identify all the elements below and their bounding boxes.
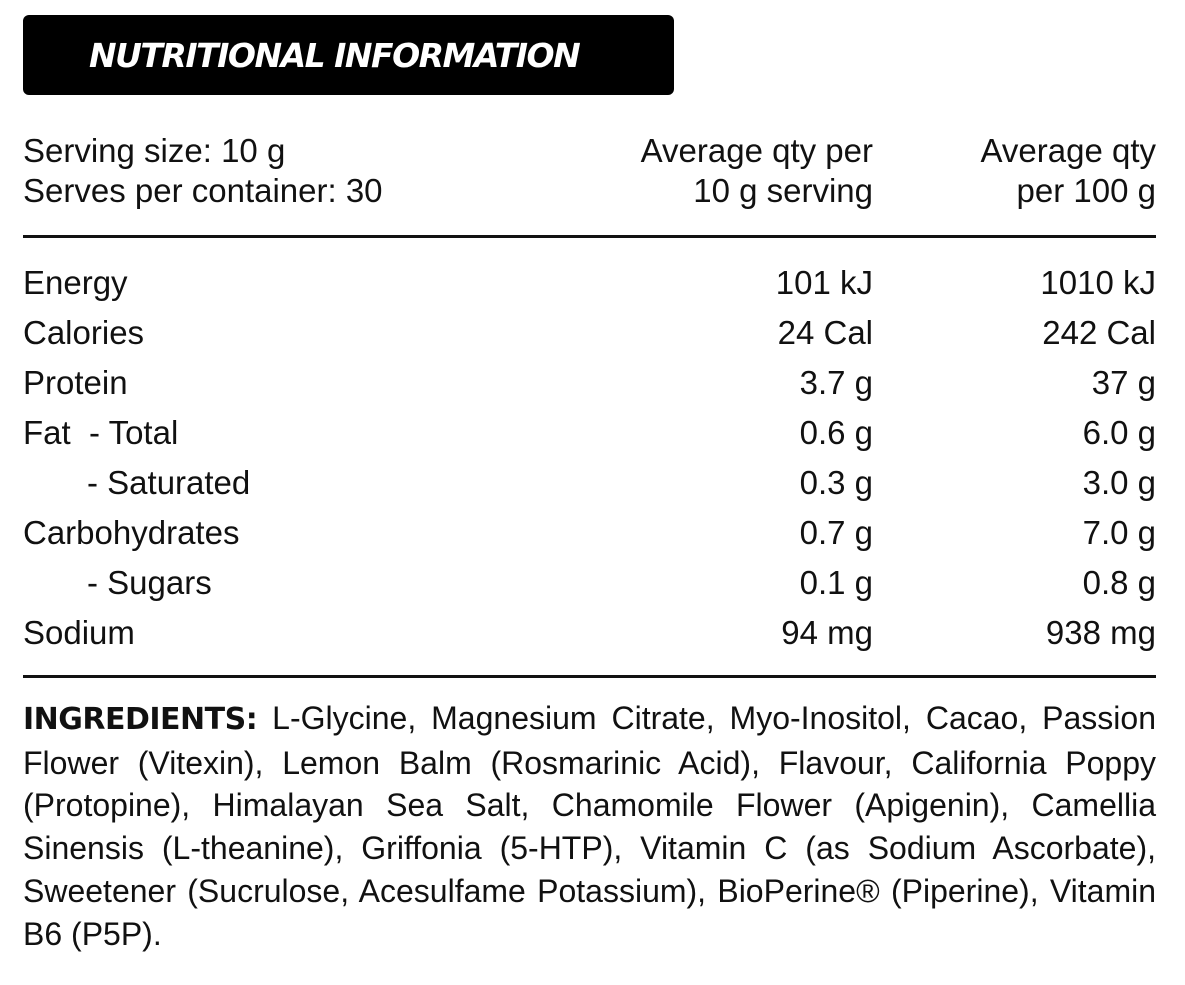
divider-top [23,235,1156,238]
nutrient-per-100g: 242 Cal [1042,314,1156,351]
nutrient-per-serving: 0.3 g [799,464,873,501]
divider-bottom [23,675,1156,678]
column-header-per-serving-line2: 10 g serving [693,172,873,209]
nutrient-per-100g: 1010 kJ [1040,264,1156,301]
nutrient-name: Fat - Total [23,414,179,451]
serves-per-container-label: Serves per container: 30 [23,172,383,209]
serving-info [23,131,383,211]
table-row [23,508,1156,558]
nutrient-name: - Sugars [87,564,212,601]
title-banner [23,15,674,95]
table-row [23,408,1156,458]
page-title: NUTRITIONAL INFORMATION [89,35,580,75]
column-header-per-100g-line2: per 100 g [1016,172,1156,209]
nutrient-per-serving: 3.7 g [799,364,873,401]
nutrient-name: Energy [23,264,128,301]
nutrient-per-serving: 24 Cal [777,314,873,351]
ingredients-text: L-Glycine, Magnesium Citrate, Myo-Inositol, Cacao, Passion Flower (Vitexin), Lemon Balm (Rosmarinic Acid), Flavour, California Poppy (Protopine), Himalayan Sea Salt, Chamomile Flower (Apigenin), Camellia Sinensis (L-theanine), Griffonia (5-HTP), Vitamin C (as Sodium Ascorbate), Sweetener (Sucrulose, Acesulfame Potassium), BioPerine® (Piperine), Vitamin B6 (P5P). [23,700,1157,952]
nutrient-per-100g: 37 g [1091,364,1156,401]
nutrient-per-100g: 938 mg [1045,614,1156,651]
nutrient-per-100g: 6.0 g [1082,414,1156,451]
nutrient-per-100g: 0.8 g [1082,564,1156,601]
table-row [23,358,1156,408]
column-header-per-100g-line1: Average qty [980,132,1156,169]
ingredients-label: INGREDIENTS: [23,702,258,737]
table-row [23,308,1156,358]
nutrient-per-serving: 101 kJ [775,264,873,301]
nutrient-per-serving: 0.6 g [799,414,873,451]
nutrient-per-serving: 0.7 g [799,514,873,551]
nutrient-per-100g: 7.0 g [1082,514,1156,551]
nutrient-name: Protein [23,364,128,401]
nutrient-name: Calories [23,314,145,351]
nutrient-per-serving: 0.1 g [799,564,873,601]
nutrient-per-serving: 94 mg [781,614,873,651]
table-row [23,258,1156,308]
serving-size-label: Serving size: 10 g [23,132,286,169]
table-row [23,608,1156,658]
nutrient-per-100g: 3.0 g [1082,464,1156,501]
nutrient-name: - Saturated [87,464,251,501]
nutrient-name: Carbohydrates [23,514,240,551]
ingredients-block [23,697,1156,955]
column-header-per-serving-line1: Average qty per [640,132,873,169]
table-row [23,458,1156,508]
column-header-per-serving [573,131,873,211]
nutrient-table [23,258,1156,658]
table-row [23,558,1156,608]
nutrient-name: Sodium [23,614,135,651]
column-header-per-100g [905,131,1156,211]
